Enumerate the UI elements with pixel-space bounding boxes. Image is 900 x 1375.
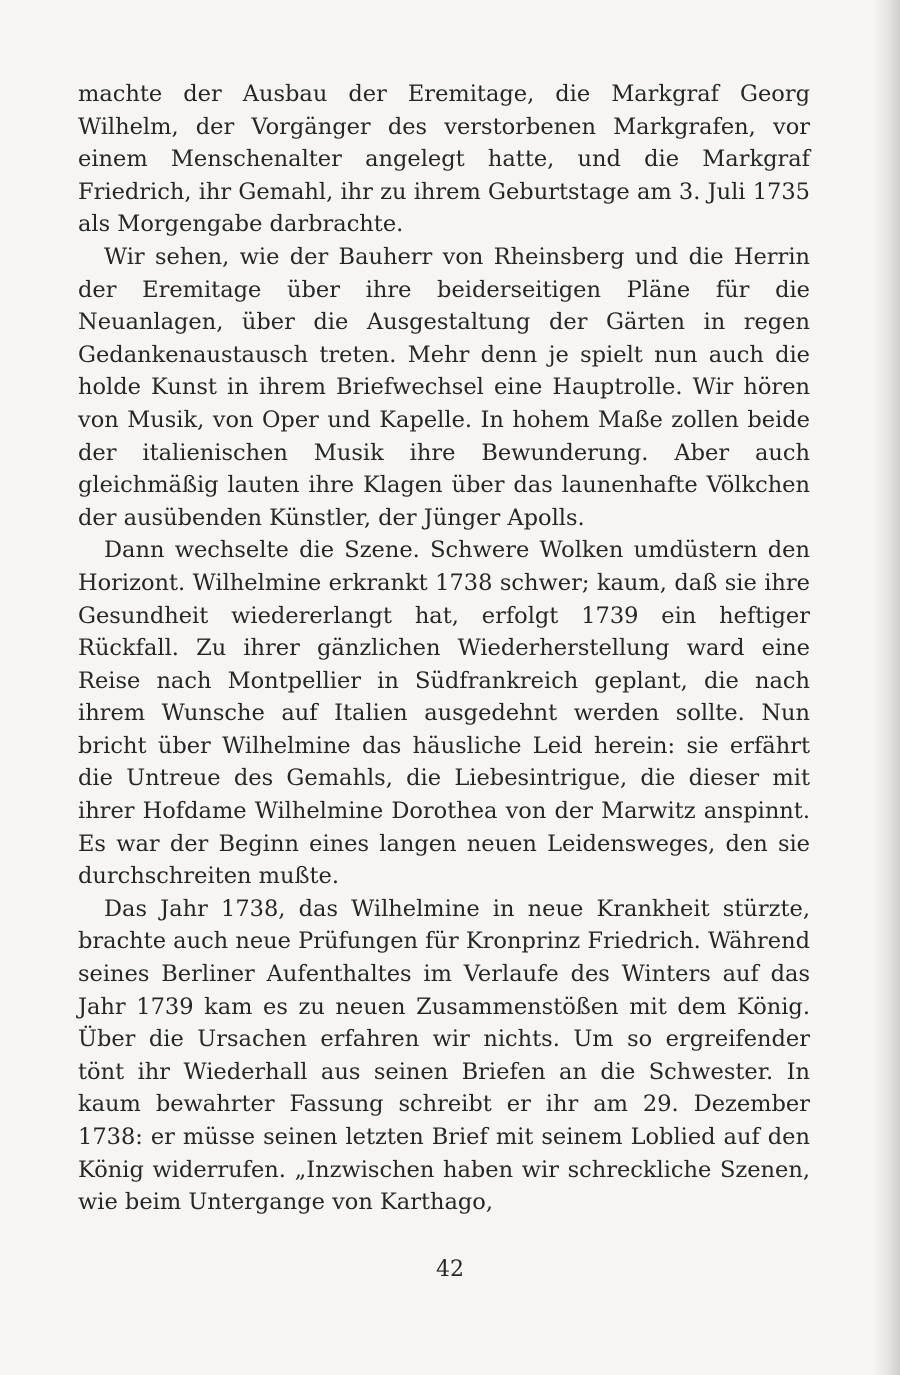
paragraph: Das Jahr 1738, das Wilhelmine in neue Krankheit stürzte, brachte auch neue Prüfungen für Kronprinz Friedrich. Während seines Berliner Aufenthaltes im Verlaufe des Winters auf das Jahr 1739 kam es zu neuen Zusammenstößen mit dem König. Über die Ursachen erfahren wir nichts. Um so ergreifender tönt ihr Wiederhall aus seinen Briefen an die Schwester. In kaum bewahrter Fassung schreibt er ihr am 29. Dezember 1738: er müsse seinen letzten Brief mit seinem Loblied auf den König widerrufen. „Inzwischen haben wir schreckliche Szenen, wie beim Untergange von Karthago, xyxy=(78,895,810,1216)
page-edge xyxy=(874,0,900,1375)
paragraph: Wir sehen, wie der Bauherr von Rheinsberg und die Herrin der Eremitage über ihre beiderseitigen Pläne für die Neuanlagen, über die Ausgestaltung der Gärten in regen Gedankenaustausch treten. Mehr denn je spielt nun auch die holde Kunst in ihrem Briefwechsel eine Hauptrolle. Wir hören von Musik, von Oper und Kapelle. In hohem Maße zollen beide der italienischen Musik ihre Bewunderung. Aber auch gleichmäßig lauten ihre Klagen über das launenhafte Völkchen der ausübenden Künstler, der Jünger Apolls. xyxy=(78,243,810,531)
paragraph: machte der Ausbau der Eremitage, die Markgraf Georg Wilhelm, der Vorgänger des verstorbenen Markgrafen, vor einem Menschenalter angelegt hatte, und die Markgraf Friedrich, ihr Gemahl, ihr zu ihrem Geburtstage am 3. Juli 1735 als Morgengabe darbrachte. xyxy=(78,81,810,238)
body-text xyxy=(78,78,810,1219)
paragraph: Dann wechselte die Szene. Schwere Wolken umdüstern den Horizont. Wilhelmine erkrankt 1738 schwer; kaum, daß sie ihre Gesundheit wiedererlangt hat, erfolgt 1739 ein heftiger Rückfall. Zu ihrer gänzlichen Wiederherstellung ward eine Reise nach Montpellier in Südfrankreich geplant, die nach ihrem Wunsche auf Italien ausgedehnt werden sollte. Nun bricht über Wilhelmine das häusliche Leid herein: sie erfährt die Untreue des Gemahls, die Liebesintrigue, die dieser mit ihrer Hofdame Wilhelmine Dorothea von der Marwitz anspinnt. Es war der Beginn eines langen neuen Leidensweges, den sie durchschreiten mußte. xyxy=(78,537,810,890)
page-number: 42 xyxy=(436,1257,464,1282)
